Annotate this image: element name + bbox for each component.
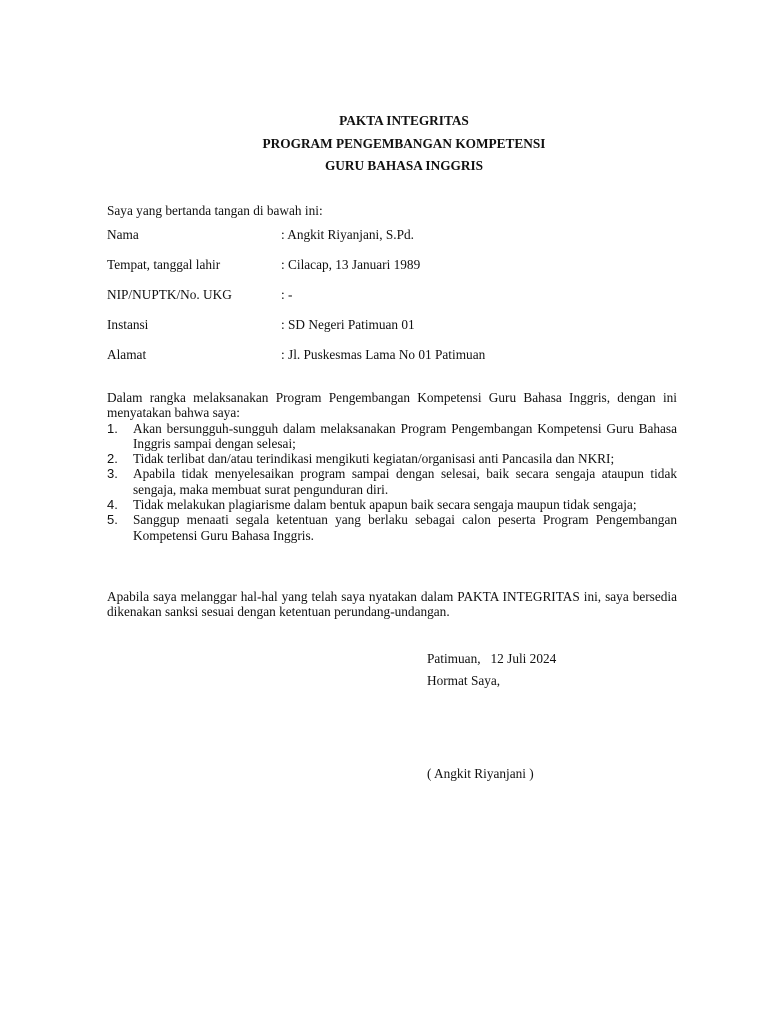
list-item-text: Apabila tidak menyelesaikan program sampai dengan selesai, baik secara sengaja ataupun tidak sengaja, maka membuat surat pengunduran diri. bbox=[133, 466, 677, 497]
list-item bbox=[107, 466, 677, 497]
signature-block bbox=[427, 649, 677, 781]
identity-label: Tempat, tanggal lahir bbox=[107, 257, 221, 272]
list-number: 2. bbox=[107, 451, 118, 467]
commitment-list bbox=[107, 421, 677, 543]
title-line-2: PROGRAM PENGEMBANGAN KOMPETENSI bbox=[262, 135, 546, 151]
identity-table bbox=[107, 226, 687, 376]
list-number: 1. bbox=[107, 420, 118, 436]
title-line-1: PAKTA INTEGRITAS bbox=[339, 113, 469, 128]
signature-place-date: Patimuan, 12 Juli 2024 bbox=[427, 651, 557, 666]
identity-value: : SD Negeri Patimuan 01 bbox=[281, 317, 415, 332]
closing-paragraph: Apabila saya melanggar hal-hal yang telah saya nyatakan dalam PAKTA INTEGRITAS ini, saya bersedia dikenakan sanksi sesuai dengan ketentuan perundang-undangan. bbox=[107, 589, 677, 620]
identity-label: Nama bbox=[107, 227, 139, 242]
list-item bbox=[107, 497, 677, 512]
identity-value: : - bbox=[281, 287, 293, 302]
statement-section bbox=[107, 390, 677, 543]
intro-text: Saya yang bertanda tangan di bawah ini: bbox=[107, 203, 323, 218]
identity-row-address bbox=[107, 346, 687, 376]
list-item-text: Sanggup menaati segala ketentuan yang berlaku sebagai calon peserta Program Pengembangan Kompetensi Guru Bahasa Inggris. bbox=[133, 512, 677, 543]
identity-value: : Jl. Puskesmas Lama No 01 Patimuan bbox=[281, 347, 486, 362]
signature-name: ( Angkit Riyanjani ) bbox=[427, 766, 534, 781]
statement-intro: Dalam rangka melaksanakan Program Pengembangan Kompetensi Guru Bahasa Inggris, dengan ini menyatakan bahwa saya: bbox=[107, 390, 677, 421]
list-item bbox=[107, 451, 677, 466]
list-number: 3. bbox=[107, 466, 118, 482]
list-number: 4. bbox=[107, 497, 118, 513]
list-item bbox=[107, 421, 677, 452]
identity-label: Instansi bbox=[107, 317, 149, 332]
list-number: 5. bbox=[107, 512, 118, 528]
list-item-text: Tidak melakukan plagiarisme dalam bentuk apapun baik secara sengaja maupun tidak sengaja; bbox=[133, 497, 637, 513]
identity-row-name bbox=[107, 226, 687, 256]
identity-value: : Cilacap, 13 Januari 1989 bbox=[281, 257, 421, 272]
identity-row-nip bbox=[107, 286, 687, 316]
identity-row-institution bbox=[107, 316, 687, 346]
identity-label: NIP/NUPTK/No. UKG bbox=[107, 287, 232, 302]
title-line-3: GURU BAHASA INGGRIS bbox=[324, 158, 484, 173]
identity-row-birth bbox=[107, 256, 687, 286]
identity-label: Alamat bbox=[107, 347, 147, 362]
document-title bbox=[0, 110, 768, 178]
list-item-text: Tidak terlibat dan/atau terindikasi mengikuti kegiatan/organisasi anti Pancasila dan NKRI; bbox=[133, 451, 615, 467]
signature-greeting: Hormat Saya, bbox=[427, 673, 501, 688]
identity-value: : Angkit Riyanjani, S.Pd. bbox=[281, 227, 414, 242]
list-item bbox=[107, 512, 677, 543]
list-item-text: Akan bersungguh-sungguh dalam melaksanakan Program Pengembangan Kompetensi Guru Bahasa Inggris sampai dengan selesai; bbox=[133, 420, 677, 451]
